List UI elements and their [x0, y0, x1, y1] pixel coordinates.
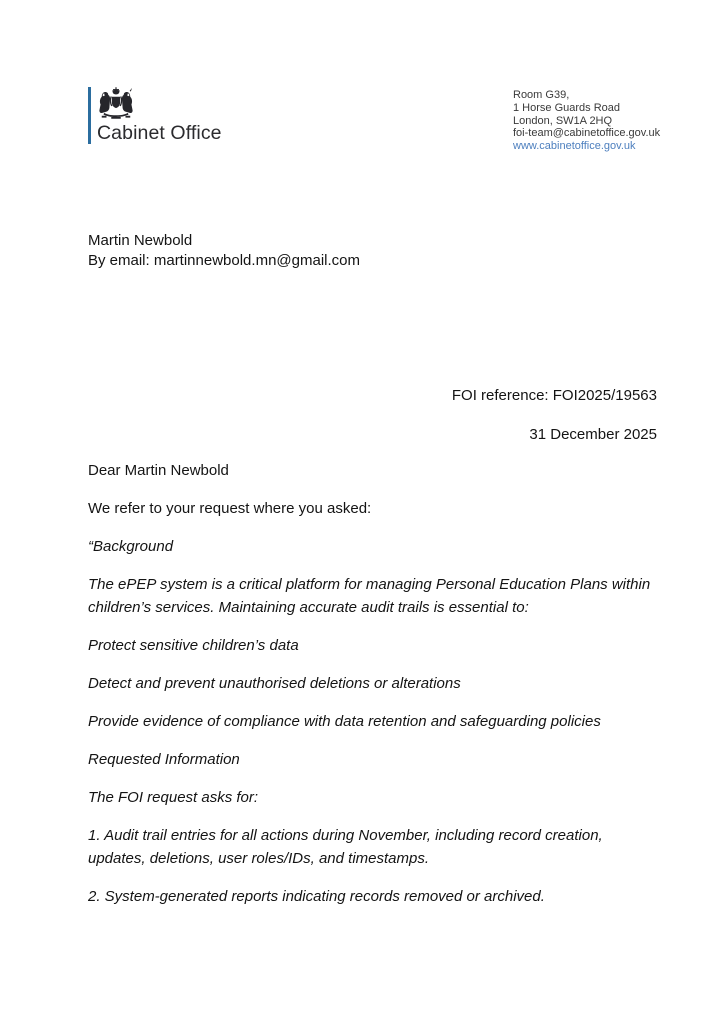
quoted-paragraph: The FOI request asks for:	[88, 789, 259, 806]
foi-reference: FOI reference: FOI2025/19563	[451, 387, 657, 404]
address-line: London, SW1A 2HQ	[513, 114, 613, 127]
foi-team-email: foi-team@cabinetoffice.gov.uk	[513, 127, 661, 140]
quoted-paragraph: 2. System-generated reports indicating records removed or archived.	[88, 888, 545, 905]
recipient-block	[88, 231, 360, 270]
recipient-delivery: By email: martinnewbold.mn@gmail.com	[88, 251, 360, 269]
website-link[interactable]: www.cabinetoffice.gov.uk	[513, 140, 636, 153]
letter-date: 31 December 2025	[529, 426, 657, 443]
quoted-paragraph: Provide evidence of compliance with data retention and safeguarding policies	[88, 713, 601, 730]
intro-line: We refer to your request where you asked:	[88, 500, 372, 517]
quoted-paragraph: Detect and prevent unauthorised deletions or alterations	[88, 675, 461, 692]
recipient-name: Martin Newbold	[88, 232, 193, 249]
letter-body	[88, 459, 659, 923]
department-name: Cabinet Office	[97, 122, 222, 144]
quoted-paragraph: The ePEP system is a critical platform for managing Personal Education Plans within children’s services. Maintaining accurate audit trails is essential to:	[88, 576, 651, 616]
address-line: 1 Horse Guards Road	[513, 101, 620, 114]
address-line: Room G39,	[513, 89, 570, 101]
letterhead-address	[513, 89, 660, 153]
quoted-paragraph: “Background	[88, 538, 174, 555]
salutation: Dear Martin Newbold	[88, 462, 229, 479]
quoted-paragraph: 1. Audit trail entries for all actions during November, including record creation, updates, deletions, user roles/IDs, and timestamps.	[88, 827, 603, 867]
cabinet-office-logo	[88, 87, 222, 144]
brand-bar	[88, 87, 91, 144]
quoted-paragraph: Protect sensitive children’s data	[88, 637, 299, 654]
quoted-paragraph: Requested Information	[88, 751, 240, 768]
royal-coat-of-arms-icon	[97, 87, 222, 122]
